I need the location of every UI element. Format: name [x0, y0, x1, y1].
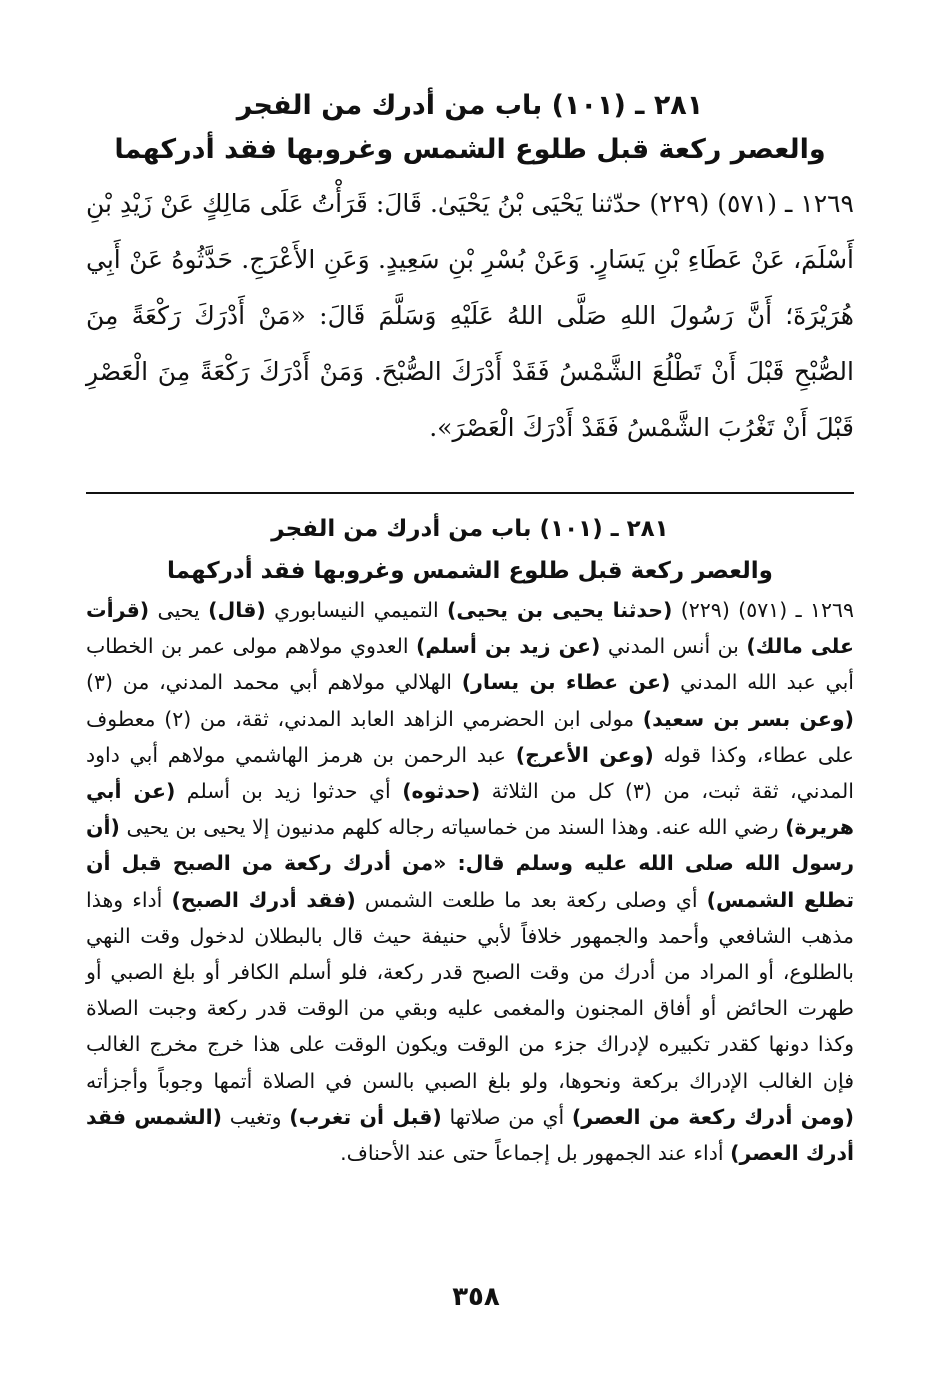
- chapter-heading-top: [86, 84, 854, 172]
- chapter-title-line-1: ٢٨١ ـ (١٠١) باب من أدرك من الفجر: [236, 90, 704, 121]
- commentary-segment: وتغيب: [222, 1104, 290, 1129]
- quoted-matn-segment: (حدثنا يحيى بن يحيى): [447, 598, 673, 622]
- quoted-matn-segment: (عن زيد بن أسلم): [415, 634, 601, 659]
- commentary-segment: الهلالي مولاهم أبي محمد المدني، من (٣): [86, 670, 462, 695]
- commentary-title-line-2: والعصر ركعة قبل طلوع الشمس وغروبها فقد أدركهما: [167, 558, 773, 584]
- commentary-segment: عبد الرحمن بن هرمز الهاشمي مولاهم أبي داود المدني، ثقة ثبت، من (٣) كل من الثلاثة: [86, 742, 854, 804]
- quoted-matn-segment: (الشمس فقد أدرك العصر): [86, 1104, 854, 1166]
- commentary-segment: أداء عند الجمهور بل إجماعاً حتى عند الأحناف.: [340, 1141, 731, 1166]
- quoted-matn-segment: (حدثوه): [402, 779, 481, 804]
- quoted-matn-segment: (قرأت على مالك): [86, 598, 855, 659]
- commentary-title-line-1: ٢٨١ ـ (١٠١) باب من أدرك من الفجر: [271, 516, 669, 542]
- quoted-matn-segment: (عن أبي هريرة): [86, 779, 854, 840]
- chapter-heading-commentary: [86, 508, 854, 592]
- quoted-matn-segment: (عن عطاء بن يسار): [461, 670, 671, 695]
- commentary-segment: أداء وهذا مذهب الشافعي وأحمد والجمهور خلافاً لأبي حنيفة حيث قال بالبطلان لدخول وقت النهي بالطلوع، أو المراد من أدرك من وقت الصبح قدر ركعة، فلو أسلم الكافر أو بلغ الصبي أو طهرت الحائض أو أفاق المجنون والمغمى عليه وبقي من الوقت قدر ركعة وجبت الصلاة وكذا دونها كقدر تكبيره لإدراك جزء من الوقت ويكون الوقت على هذا خرج مخرج الغالب فإن الغالب الإدراك بركعة ونحوها، ولو بلغ الصبي بالسن في الصلاة أتمها وجوباً وأجزأته: [86, 887, 854, 1093]
- quoted-matn-segment: (قال): [208, 598, 266, 622]
- commentary-segment: أي وصلى ركعة بعد ما طلعت الشمس: [355, 887, 707, 912]
- page-number: ٣٥٨: [452, 1282, 500, 1312]
- commentary-segment: بن أنس المدني: [600, 634, 747, 659]
- section-divider: [86, 492, 854, 494]
- commentary-text-block: [86, 592, 854, 1171]
- commentary-segment: أي حدثوا زيد بن أسلم: [175, 779, 403, 804]
- commentary-text: [86, 592, 854, 1171]
- commentary-segment: يحيى: [149, 598, 209, 622]
- hadith-text-block: [86, 176, 854, 456]
- quoted-matn-segment: (أن رسول الله صلى الله عليه وسلم قال: «من أدرك ركعة من الصبح قبل أن تطلع الشمس): [86, 815, 855, 912]
- quoted-matn-segment: (وعن بسر بن سعيد): [642, 706, 854, 731]
- commentary-segment: أي من صلاتها: [441, 1104, 572, 1129]
- commentary-segment: التميمي النيسابوري: [265, 598, 448, 622]
- quoted-matn-segment: (قبل أن تغرب): [289, 1104, 442, 1129]
- commentary-segment: العدوي مولاهم مولى عمر بن الخطاب أبي عبد الله المدني: [86, 634, 854, 695]
- commentary-segment: ١٢٦٩ ـ (٥٧١) (٢٢٩): [672, 598, 855, 622]
- quoted-matn-segment: (ومن أدرك ركعة من العصر): [571, 1104, 855, 1129]
- commentary-segment: مولى ابن الحضرمي الزاهد العابد المدني، ثقة، من (٢) معطوف على عطاء، وكذا قوله: [86, 706, 854, 767]
- hadith-text: ١٢٦٩ ـ (٥٧١) (٢٢٩) حدّثنا يَحْيَى بْنُ يَحْيَىٰ. قَالَ: قَرَأْتُ عَلَى مَالِكٍ عَنْ زَيْدِ بْنِ أَسْلَمَ، عَنْ عَطَاءِ بْنِ يَسَارٍ. وَعَنْ بُسْرِ بْنِ سَعِيدٍ. وَعَنِ الأَعْرَجِ. حَدَّثُوهُ عَنْ أَبِي هُرَيْرَةَ؛ أَنَّ رَسُولَ اللهِ صَلَّى اللهُ عَلَيْهِ وَسَلَّمَ قَالَ: «مَنْ أَدْرَكَ رَكْعَةً مِنَ الصُّبْحِ قَبْلَ أَنْ تَطْلُعَ الشَّمْسُ فَقَدْ أَدْرَكَ الصُّبْحَ. وَمَنْ أَدْرَكَ رَكْعَةً مِنَ الْعَصْرِ قَبْلَ أَنْ تَغْرُبَ الشَّمْسُ فَقَدْ أَدْرَكَ الْعَصْرَ».: [86, 189, 854, 442]
- chapter-title-line-2: والعصر ركعة قبل طلوع الشمس وغروبها فقد أدركهما: [114, 134, 826, 165]
- quoted-matn-segment: (فقد أدرك الصبح): [171, 887, 356, 912]
- quoted-matn-segment: (وعن الأعرج): [515, 742, 654, 767]
- commentary-segment: رضي الله عنه. وهذا السند من خماسياته رجاله كلهم مدنيون إلا يحيى بن يحيى: [119, 815, 786, 840]
